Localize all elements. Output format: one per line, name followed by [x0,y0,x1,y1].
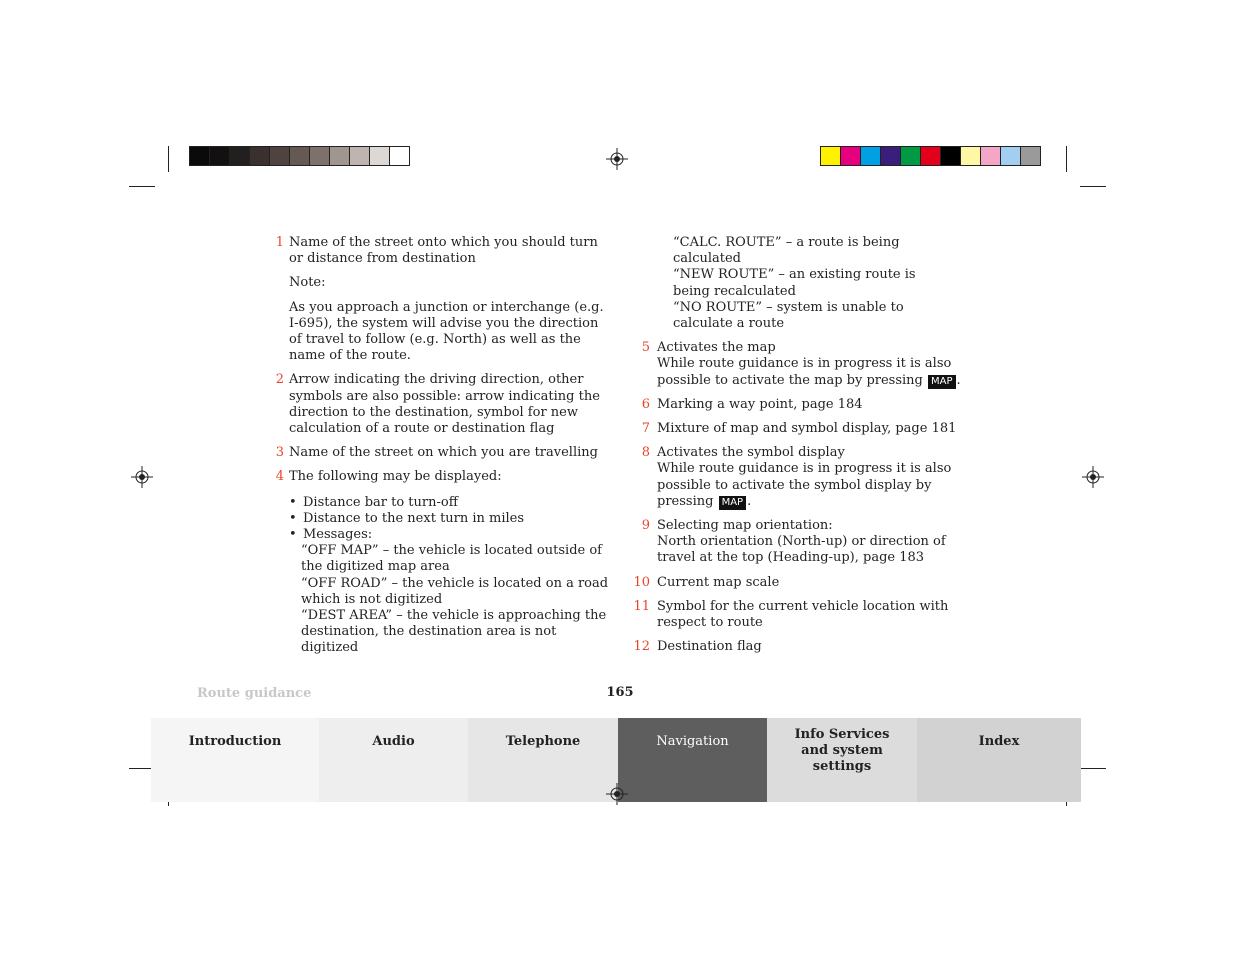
list-item [270,372,610,437]
item-number: 8 [641,445,650,461]
item-text: Name of the street onto which you should turn or distance from destination [289,235,598,267]
item-text: Arrow indicating the driving direction, other symbols are also possible: arrow indicating the direction to the destination, symbol for new calculation of a route or destination flag [289,372,600,437]
item-number: 2 [275,372,284,388]
color-swatch [350,147,370,165]
message-text: “OFF ROAD” – the vehicle is located on a road which is not digitized [301,575,609,607]
item-text: Name of the street on which you are travelling [289,445,598,461]
tab-index[interactable]: Index [917,718,1081,802]
list-item: 8 Activates the symbol display While route guidance is in progress it is also possible to activate the symbol display by pressing MAP . [638,445,978,510]
color-swatch [821,147,841,165]
color-swatch [1021,147,1040,165]
list-item [638,397,978,413]
item-detail: North orientation (North-up) or direction of travel at the top (Heading-up), page 183 [657,534,946,566]
tab-telephone[interactable]: Telephone [468,718,618,802]
color-swatch [370,147,390,165]
item-number: 4 [275,469,284,485]
item-title: Mixture of map and symbol display, page 181 [657,421,957,437]
color-swatch [841,147,861,165]
color-swatch [981,147,1001,165]
note-text: As you approach a junction or interchange (e.g. I-695), the system will advise you the direction of travel to follow (e.g. North) as well as the name of the route. [289,299,604,364]
note-label: Note: [289,275,326,291]
item-number: 1 [275,235,284,250]
item-number: 7 [641,421,650,437]
color-swatch [901,147,921,165]
item-number: 9 [641,518,650,534]
crop-mark [1080,768,1106,769]
color-swatch [330,147,350,165]
item-title: Selecting map orientation: [657,518,833,534]
color-swatch [210,147,230,165]
crop-mark [168,146,169,172]
item-number: 11 [633,598,650,614]
item-title: Destination flag [657,639,762,655]
list-item [633,598,978,631]
item-number: 10 [633,574,650,590]
bullet-item: • Distance bar to turn-off [289,494,458,510]
list-item [633,639,978,655]
tab-introduction[interactable]: Introduction [151,718,319,802]
message-list [638,235,953,332]
message-text: “DEST AREA” – the vehicle is approaching the destination, the destination area is not digitized [301,608,607,656]
map-key-icon: MAP [928,375,956,389]
color-swatch [250,147,270,165]
item-number: 12 [633,639,650,655]
item-number: 5 [641,340,650,356]
tab-audio[interactable]: Audio [319,718,468,802]
color-swatch [881,147,901,165]
color-swatch [1001,147,1021,165]
color-swatch [310,147,330,165]
bullet-item: • Messages: “OFF MAP” – the vehicle is located outside of the digitized map area “OFF ROAD” – the vehicle is located on a road which is not digitized “DEST AREA” – the vehicle is approaching the destination, the destination area is not digitized [289,527,609,656]
registration-mark-icon [606,783,628,805]
crop-mark [1080,186,1106,187]
item-number: 6 [641,396,650,412]
map-key-icon: MAP [719,496,747,510]
page-number: 165 [606,685,634,700]
color-swatch [290,147,310,165]
message-text: “OFF MAP” – the vehicle is located outside of the digitized map area [301,543,602,575]
color-swatch [390,147,409,165]
item-title: Activates the symbol display [657,445,845,461]
list-item: 5 Activates the map While route guidance is in progress it is also possible to activate the map by pressing MAP . [638,340,978,389]
list-item [633,574,978,591]
item-number: 3 [275,445,284,461]
left-column [270,235,610,657]
list-item [638,421,978,437]
gray-swatch-bar [189,146,410,166]
list-item [270,469,610,485]
item-title: Activates the map [657,340,776,356]
message-text: “NEW ROUTE” – an existing route is being recalculated [673,267,916,299]
message-text: “NO ROUTE” – system is unable to calculate a route [673,299,904,332]
tab-navigation[interactable]: Navigation [618,718,767,802]
color-swatch [961,147,981,165]
item-detail: While route guidance is in progress it is also possible to activate the symbol display by pressing [657,461,952,509]
registration-mark-icon [131,466,153,488]
color-swatch [230,147,250,165]
bullet-list [270,495,610,657]
item-title: Current map scale [657,574,780,590]
item-detail: While route guidance is in progress it is also possible to activate the map by pressing [657,356,952,388]
item-text: The following may be displayed: [289,469,502,485]
crop-mark [129,186,155,187]
item-title: Symbol for the current vehicle location with respect to route [657,598,949,631]
color-swatch [270,147,290,165]
message-text: “CALC. ROUTE” – a route is being calculated [673,235,900,267]
color-swatch [921,147,941,165]
list-item [638,518,978,567]
crop-mark [1066,146,1067,172]
section-label: Route guidance [197,686,312,701]
color-swatch [861,147,881,165]
color-swatch [941,147,961,165]
registration-mark-icon [1082,466,1104,488]
color-swatch-bar [820,146,1041,166]
list-item [270,445,610,461]
color-swatch [190,147,210,165]
item-title: Marking a way point, page 184 [657,396,863,412]
bullet-item: • Distance to the next turn in miles [289,510,525,526]
right-column [633,235,978,663]
list-item [270,235,610,364]
registration-mark-icon [606,148,628,170]
tab-info-services[interactable]: Info Services and system settings [767,718,917,802]
